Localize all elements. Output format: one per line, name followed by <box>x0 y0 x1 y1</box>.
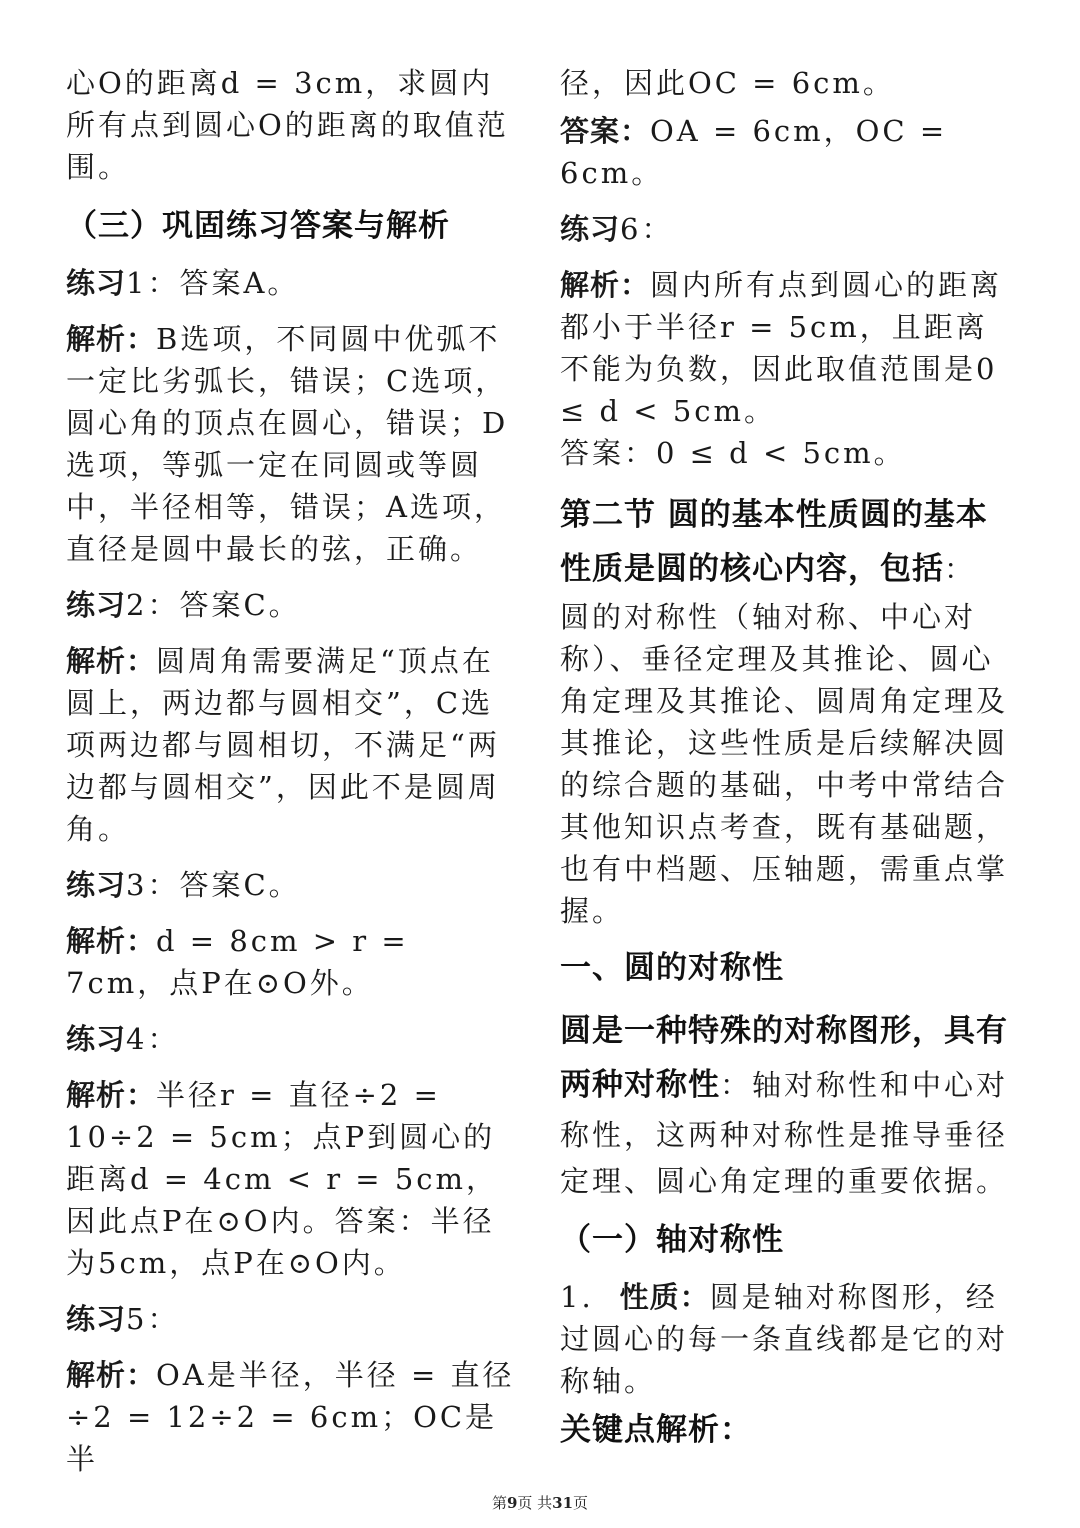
exercise-5-explanation-label: 解析： <box>66 1358 157 1392</box>
exercise-2-label: 练习 <box>66 588 127 622</box>
exercise-5-answer-label: 答案： <box>560 114 651 148</box>
exercise-1-number: 1： <box>126 266 180 300</box>
exercise-4-explanation <box>66 1074 518 1284</box>
exercise-4-explanation-text: 半径r = 直径÷2 = 10÷2 = 5cm；点P到圆心的距离d = 4cm < r = 5cm，因此点P在⊙O内。答案：半径为5cm，点P在⊙O内。 <box>66 1078 499 1280</box>
intro-question-text: 心O的距离d = 3cm，求圆内所有点到圆心O的距离的取值范围。 <box>66 66 509 184</box>
exercise-2-explanation-label: 解析： <box>66 644 157 678</box>
key-points-heading: 关键点解析： <box>560 1412 752 1448</box>
exercise-4-number: 4： <box>126 1022 180 1056</box>
subsection-1-heading: 一、圆的对称性 <box>560 950 784 986</box>
exercise-6-heading <box>560 208 1010 250</box>
exercise-6-number: 6： <box>620 212 674 246</box>
footer-total-pages: 31 <box>552 1494 574 1512</box>
exercise-2-explanation <box>66 640 518 850</box>
exercise-1-explanation-label: 解析： <box>66 322 157 356</box>
exercise-5-heading <box>66 1298 518 1340</box>
subsection-1-intro <box>560 1004 1010 1204</box>
exercise-6-explanation <box>560 264 1010 432</box>
exercise-1-answer-text: 答案A。 <box>179 266 300 300</box>
exercise-6-label: 练习 <box>560 212 621 246</box>
exercise-3-label: 练习 <box>66 868 127 902</box>
exercise-4-explanation-label: 解析： <box>66 1078 157 1112</box>
subsubsection-heading: （一）轴对称性 <box>560 1222 784 1258</box>
exercise-3-explanation-label: 解析： <box>66 924 157 958</box>
exercise-3-explanation-text: d = 8cm > r = 7cm，点P在⊙O外。 <box>66 924 409 1000</box>
exercise-5-explanation-text: OA是半径，半径 = 直径÷2 = 12÷2 = 6cm；OC是半 <box>66 1358 515 1476</box>
section-heading-consolidation: （三）巩固练习答案与解析 <box>66 208 450 244</box>
footer-suffix: 页 <box>573 1494 589 1512</box>
exercise-2-explanation-text: 圆周角需要满足“顶点在圆上，两边都与圆相交”，C选项两边都与圆相切，不满足“两边都与圆相交”，因此不是圆周角。 <box>66 644 500 846</box>
exercise-6-answer: 答案：0 ≤ d < 5cm。 <box>560 436 906 470</box>
exercise-2-number: 2： <box>126 588 180 622</box>
exercise-5-number: 5： <box>126 1302 180 1336</box>
exercise-1-explanation <box>66 318 518 570</box>
exercise-5-label: 练习 <box>66 1302 127 1336</box>
section-2-heading <box>560 488 1010 596</box>
exercise-3-answer-text: 答案C。 <box>179 868 301 902</box>
exercise-2-answer-text: 答案C。 <box>179 588 301 622</box>
footer-prefix: 第 <box>491 1494 507 1512</box>
exercise-5-explanation <box>66 1354 518 1480</box>
exercise-5-answer <box>560 110 1010 194</box>
right-column <box>560 62 1010 1452</box>
section-2-body: 圆的对称性（轴对称、中心对称）、垂径定理及其推论、圆心角定理及其推论、圆周角定理及其推论，这些性质是后续解决圆的综合题的基础，中考中常结合其他知识点考查，既有基础题，也有中档题、压轴题，需重点掌握。 <box>560 600 1009 928</box>
list-item-1-text: 圆是轴对称图形，经过圆心的每一条直线都是它的对称轴。 <box>560 1280 1009 1398</box>
section-2-colon: ： <box>944 552 977 586</box>
exercise-5-explanation-continued: 径，因此OC = 6cm。 <box>560 66 895 100</box>
footer-page-number: 9 <box>506 1494 518 1512</box>
exercise-2-answer <box>66 584 518 626</box>
list-item-1 <box>560 1276 1010 1402</box>
exercise-3-answer <box>66 864 518 906</box>
footer-middle: 页 共 <box>517 1494 553 1512</box>
exercise-6-explanation-label: 解析： <box>560 268 651 302</box>
exercise-5-answer-text: OA = 6cm，OC = 6cm。 <box>560 114 948 190</box>
exercise-1-label: 练习 <box>66 266 127 300</box>
subsection-1-bold-text: 圆是一种特殊的对称图形，具有两种对称性 <box>560 1013 1008 1103</box>
list-item-1-label: 性质： <box>619 1280 710 1314</box>
exercise-1-answer <box>66 262 518 304</box>
exercise-1-explanation-text: B选项，不同圆中优弧不一定比劣弧长，错误；C选项，圆心角的顶点在圆心，错误；D选项，等弧一定在同圆或等圆中，半径相等，错误；A选项，直径是圆中最长的弦，正确。 <box>66 322 509 566</box>
exercise-4-heading <box>66 1018 518 1060</box>
page-footer <box>0 1492 1080 1513</box>
left-column <box>66 62 518 1480</box>
exercise-6-explanation-text: 圆内所有点到圆心的距离都小于半径r = 5cm，且距离不能为负数，因此取值范围是0 ≤ d < 5cm。 <box>560 268 1003 428</box>
exercise-3-number: 3： <box>126 868 180 902</box>
list-item-1-number: 1. <box>560 1280 594 1314</box>
section-2-title: 第二节 圆的基本性质圆的基本性质是圆的核心内容，包括 <box>560 497 988 587</box>
exercise-4-label: 练习 <box>66 1022 127 1056</box>
subsection-1-body-text: ：轴对称性和中心对称性，这两种对称性是推导垂径定理、圆心角定理的重要依据。 <box>560 1068 1009 1198</box>
exercise-3-explanation <box>66 920 518 1004</box>
